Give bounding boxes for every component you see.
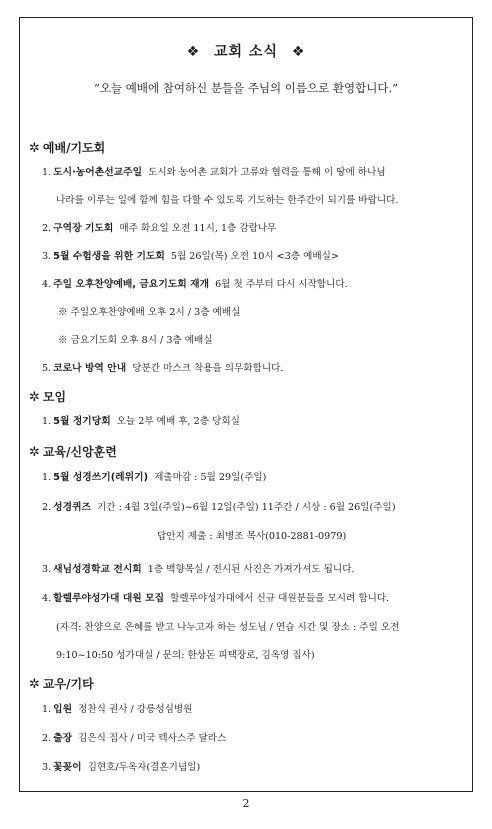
item-text: 5월 26일(목) 오전 10시 <3층 예배실> [170,251,339,262]
item-number: 3. [42,762,52,773]
item-number: 1. [42,416,52,427]
item-label: 출장 [53,733,73,744]
section-title: 교육/신앙훈련 [42,445,117,459]
list-item [42,222,276,236]
list-item [42,703,192,717]
item-number: 1. [42,472,52,483]
item-label: 꽃꽂이 [53,762,82,773]
title-text: 교회 소식 [214,44,278,60]
section-heading-worship [29,139,105,156]
item-text: 당분간 마스크 착용을 의무화합니다. [132,363,284,374]
item-text: 제출마감 : 5월 29일(주일) [154,472,267,483]
item-number: 2. [42,223,52,234]
item-text-cont: 나라를 이루는 일에 함께 힘을 다할 수 있도록 기도하는 한주간이 되기를 바랍니다. [56,195,399,206]
section-title: 모임 [42,390,67,404]
item-number: 2. [42,733,52,744]
list-item [42,250,339,264]
item-text-cont: (자격: 찬양으로 은혜를 받고 나누고자 하는 성도님 / 연습 시간 및 장소 : 주일 오전 [56,622,400,633]
item-text-cont: 답안지 제출 : 최병조 목사(010-2881-0979) [157,531,347,542]
list-item [42,563,355,577]
page-number: 2 [242,797,250,810]
sub-note: ※ 금요기도회 오후 8시 / 3층 예배실 [58,335,213,346]
item-number: 5. [42,363,52,374]
list-item [42,732,226,746]
list-item [42,761,200,775]
item-text: 오늘 2부 예배 후, 2층 당회실 [116,416,240,427]
item-label: 할렐루야성가대 대원 모집 [53,593,165,604]
item-number: 2. [42,502,52,513]
list-item [42,278,348,292]
item-label: 5월 성경쓰기(레위기) [53,472,149,483]
item-label: 주일 오후찬양예배, 금요기도회 재개 [53,279,210,290]
bulletin-frame [19,17,473,792]
section-heading-members [29,675,94,692]
item-number: 3. [42,251,52,262]
section-title: 교우/기타 [42,677,94,691]
diamond-icon: ❖ [186,44,201,60]
item-label: 성경퀴즈 [53,502,92,513]
section-heading-education [29,443,117,460]
item-number: 3. [42,564,52,575]
item-text: 할렐루야성가대에서 신규 대원분들을 모시려 합니다. [170,593,390,604]
item-text-cont: 9:10~10:50 성가대실 / 문의: 한상돈 피택장로, 김옥영 집사) [56,650,315,661]
page-title [20,41,472,61]
item-text: 김은식 집사 / 미국 텍사스주 달라스 [78,733,227,744]
list-item [42,362,283,376]
item-text: 기간 : 4월 3일(주일)~6월 12일(주일) 11주간 / 시상 : 6월 26일(주일) [97,502,396,513]
item-text: 정찬식 권사 / 강릉성심병원 [78,704,193,715]
list-item [42,592,389,606]
list-item [42,501,396,515]
section-heading-meeting [29,388,66,405]
item-number: 4. [42,279,52,290]
list-item [42,415,240,429]
item-text: 6월 첫 주부터 다시 시작합니다. [215,279,348,290]
star-icon: ✲ [29,141,40,156]
item-text: 매주 화요일 오전 11시, 1층 감람나무 [119,223,277,234]
list-item [42,166,386,180]
star-icon: ✲ [29,445,40,460]
item-number: 1. [42,167,52,178]
diamond-icon: ❖ [291,44,306,60]
item-label: 입원 [53,704,73,715]
star-icon: ✲ [29,677,40,692]
welcome-quote: “오늘 예배에 참여하신 분들을 주님의 이름으로 환영합니다.” [94,81,398,95]
item-text: 1층 백향목실 / 전시된 사진은 가져가셔도 됩니다. [147,564,355,575]
item-number: 1. [42,704,52,715]
item-label: 새님성경학교 전시회 [53,564,142,575]
item-text: 도시와 농어촌 교회가 고류와 협력을 통해 이 땅에 하나님 [148,167,386,178]
item-text: 김현호/두옥자(결혼기념일) [87,762,201,773]
section-title: 예배/기도회 [42,141,106,155]
star-icon: ✲ [29,390,40,405]
item-label: 도시·농어촌선교주일 [53,167,143,178]
item-label: 5월 수험생을 위한 기도회 [53,251,165,262]
item-label: 5월 정기당회 [53,416,111,427]
list-item [42,471,266,485]
item-label: 코로나 방역 안내 [53,363,127,374]
item-number: 4. [42,593,52,604]
item-label: 구역장 기도회 [53,223,114,234]
sub-note: ※ 주일오후찬양예배 오후 2시 / 3층 예배실 [58,307,241,318]
